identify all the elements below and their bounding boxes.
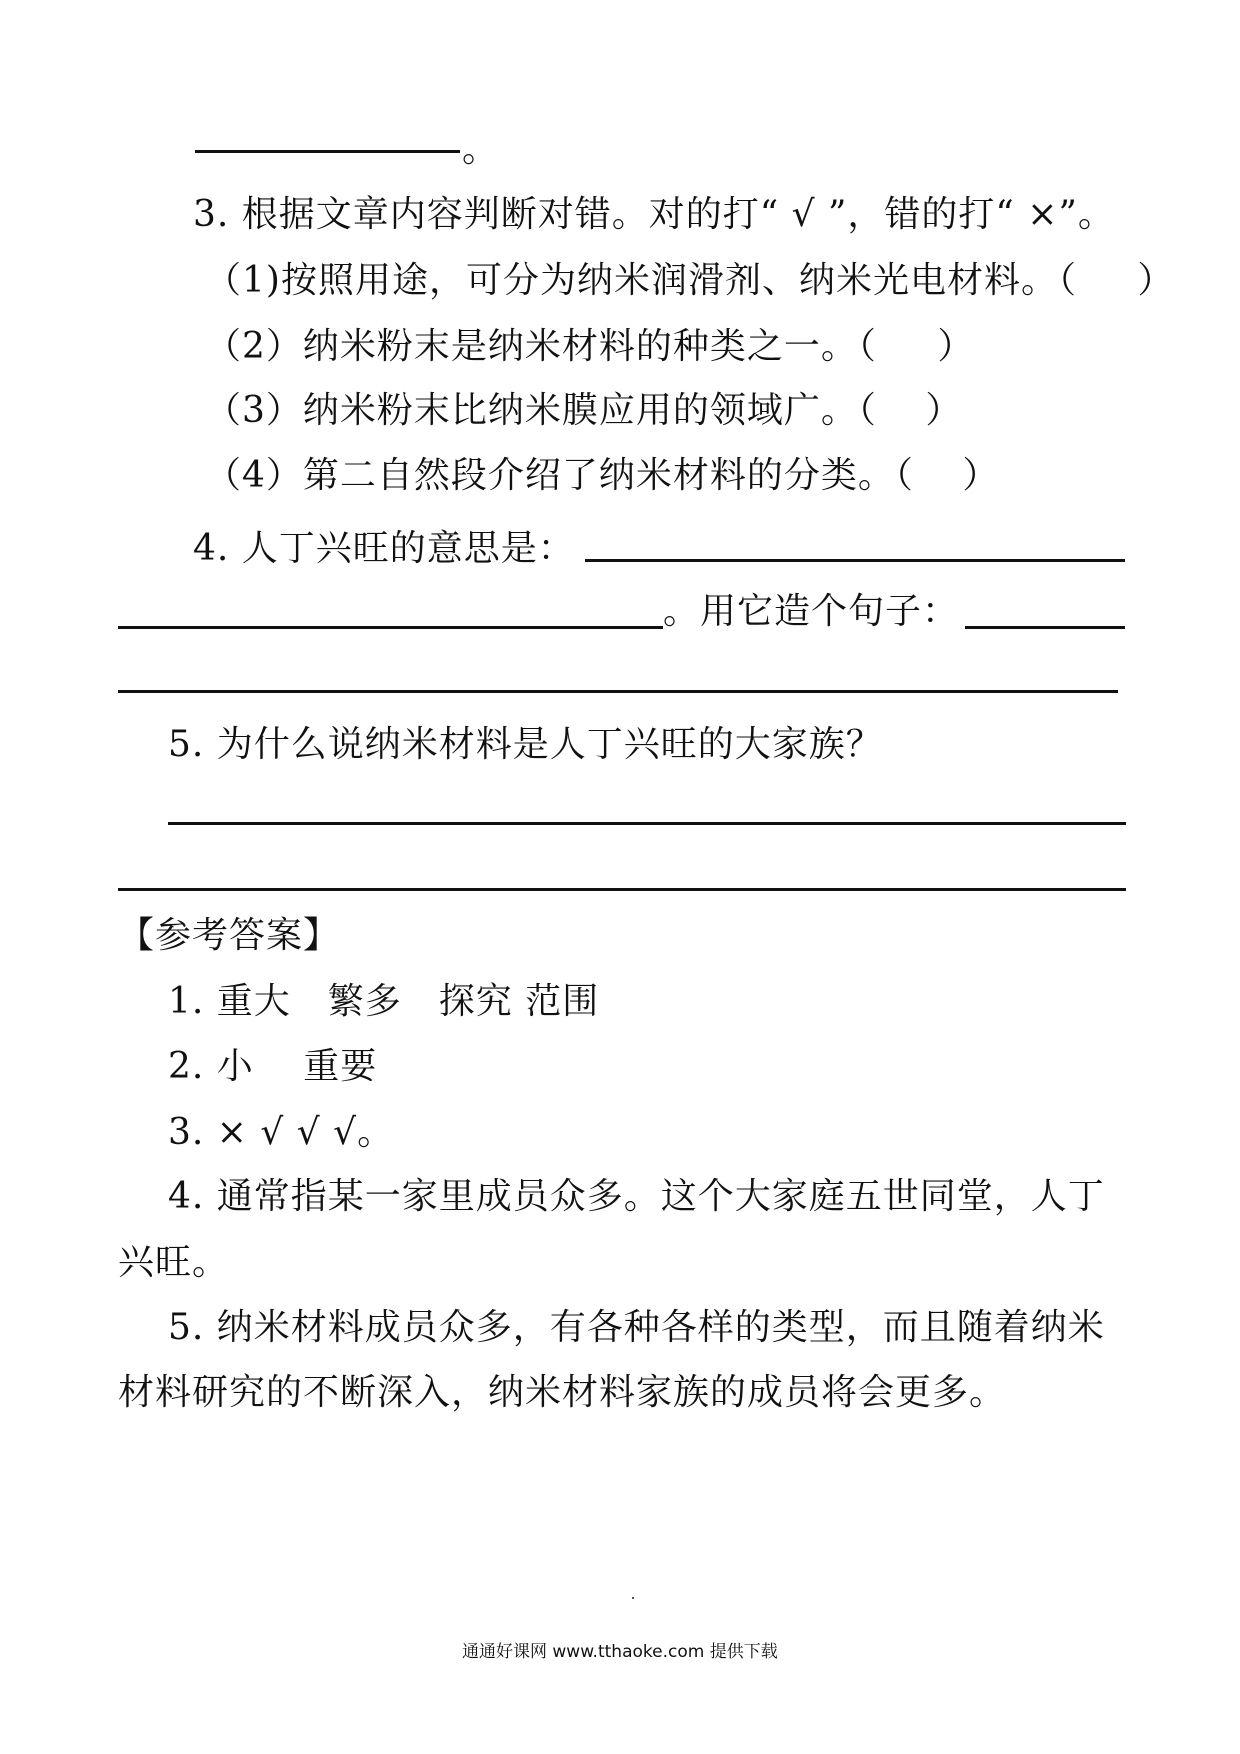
q3-item-2-text: （2）纳米粉末是纳米材料的种类之一。（: [205, 326, 877, 367]
q3-item-4: [205, 454, 999, 498]
answer-5-line-1: 5. 纳米材料成员众多，有各种各样的类型，而且随着纳米: [168, 1307, 1105, 1348]
q5-prompt: 5. 为什么说纳米材料是人丁兴旺的大家族？: [168, 724, 883, 765]
q3-item-2: [205, 325, 974, 369]
q4-prompt: 4. 人丁兴旺的意思是：: [193, 528, 575, 569]
answer-blank-q5-2: [118, 888, 1126, 891]
q2-end-mark: 。: [462, 129, 500, 170]
q4-sentence-prompt: 。用它造个句子：: [663, 591, 960, 632]
q3-item-1-close: ）: [1137, 260, 1175, 301]
answer-blank-q4-sentence-1: [965, 626, 1125, 629]
answer-2: 2. 小 重要: [168, 1046, 378, 1087]
q3-item-2-close: ）: [937, 326, 975, 367]
answer-1: 1. 重大 繁多 探究 范围: [168, 981, 600, 1022]
answer-blank-q5-1: [168, 822, 1126, 825]
footer-dot: [632, 1597, 634, 1599]
answer-blank-q2: [195, 150, 460, 153]
q3-item-3-text: （3）纳米粉末比纳米膜应用的领域广。（: [205, 390, 877, 431]
answer-blank-q4-sentence-2: [118, 690, 1118, 693]
answer-3: 3. × √ √ √。: [168, 1112, 395, 1153]
answer-blank-q4-meaning-2: [118, 626, 663, 629]
answer-4-line-2: 兴旺。: [118, 1242, 230, 1283]
q3-item-3: [205, 389, 962, 433]
q3-item-1-text: （1)按照用途，可分为纳米润滑剂、纳米光电材料。（: [205, 260, 1077, 301]
q3-item-4-close: ）: [962, 455, 1000, 496]
footer-download-notice: 通通好课网 www.tthaoke.com 提供下载: [462, 1642, 778, 1662]
q3-item-1: [205, 259, 1174, 303]
answer-4-line-1: 4. 通常指某一家里成员众多。这个大家庭五世同堂，人丁: [168, 1176, 1105, 1217]
answer-blank-q4-meaning-1: [585, 559, 1125, 562]
answers-heading: 【参考答案】: [118, 915, 341, 956]
answer-5-line-2: 材料研究的不断深入，纳米材料家族的成员将会更多。: [118, 1372, 1007, 1413]
q3-prompt: 3. 根据文章内容判断对错。对的打“ √ ”，错的打“ ×”。: [193, 194, 1115, 235]
q3-item-4-text: （4）第二自然段介绍了纳米材料的分类。（: [205, 455, 914, 496]
q3-item-3-close: ）: [925, 390, 963, 431]
